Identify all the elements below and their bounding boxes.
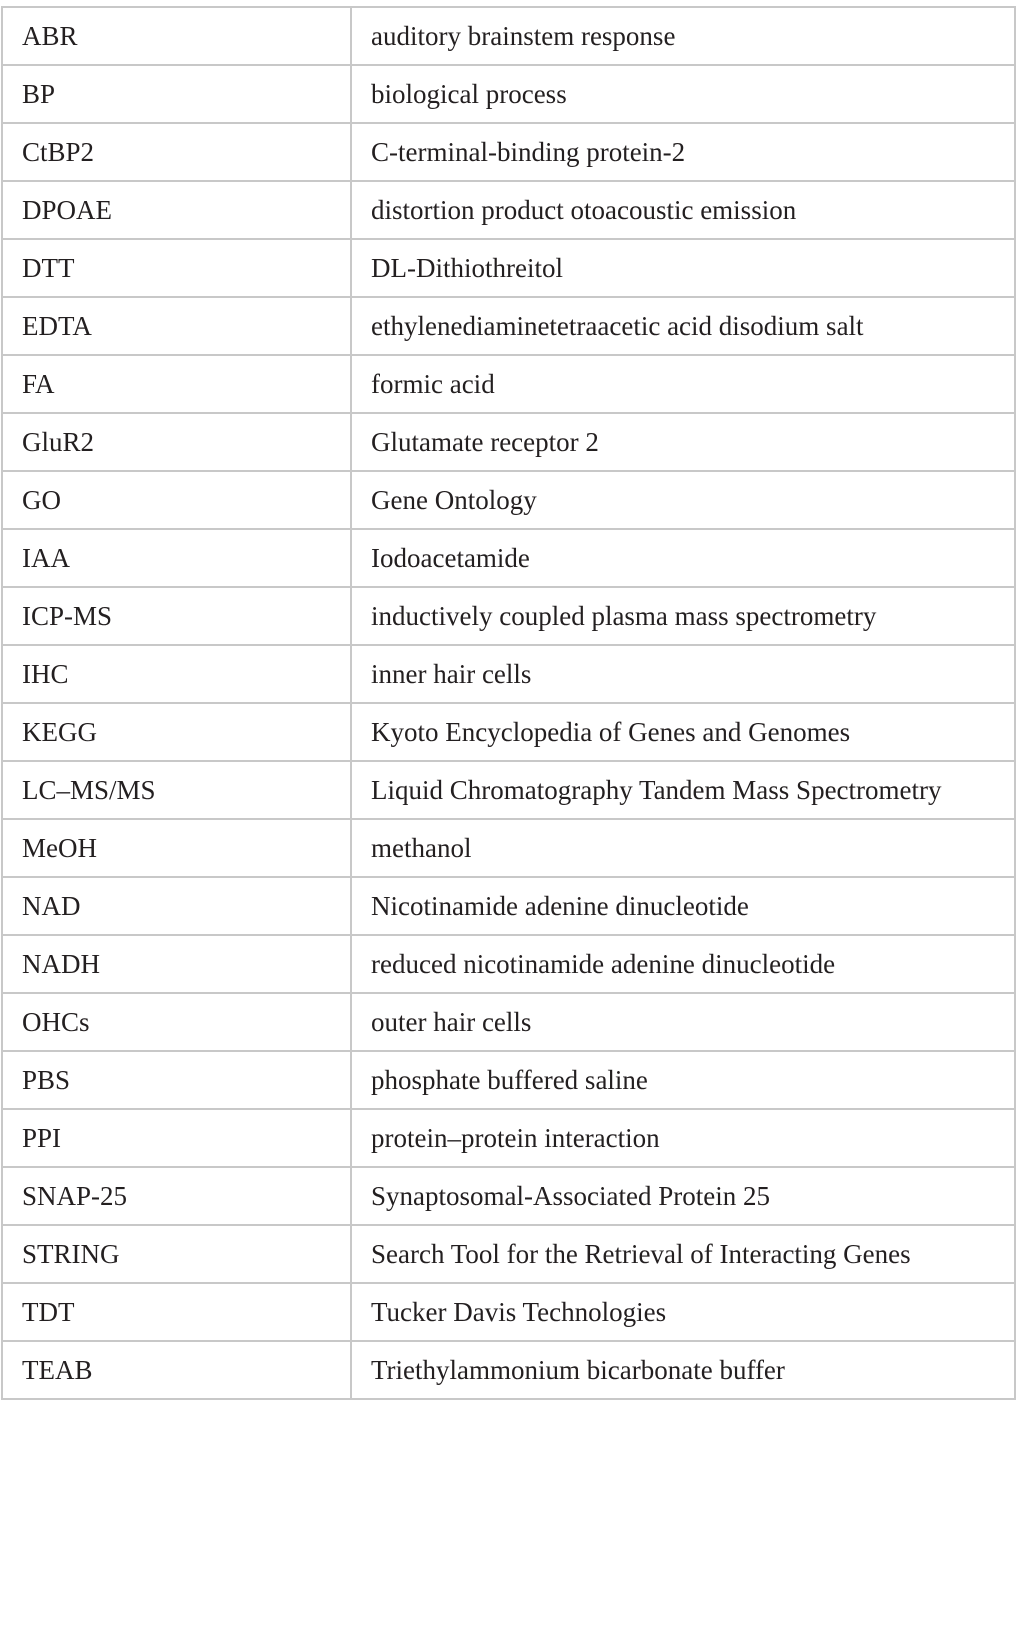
definition-cell: C-terminal-binding protein-2 xyxy=(351,123,1015,181)
table-row xyxy=(2,703,1015,761)
abbreviation-cell: ICP-MS xyxy=(2,587,351,645)
abbreviation-cell: FA xyxy=(2,355,351,413)
definition-cell: Glutamate receptor 2 xyxy=(351,413,1015,471)
table-row xyxy=(2,1283,1015,1341)
abbreviation-cell: TDT xyxy=(2,1283,351,1341)
table-row xyxy=(2,297,1015,355)
abbreviations-table-body xyxy=(2,7,1015,1399)
abbreviation-cell: DPOAE xyxy=(2,181,351,239)
abbreviation-cell: PBS xyxy=(2,1051,351,1109)
abbreviation-cell: NAD xyxy=(2,877,351,935)
definition-cell: outer hair cells xyxy=(351,993,1015,1051)
definition-cell: Search Tool for the Retrieval of Interacting Genes xyxy=(351,1225,1015,1283)
definition-cell: Gene Ontology xyxy=(351,471,1015,529)
table-row xyxy=(2,65,1015,123)
abbreviation-cell: CtBP2 xyxy=(2,123,351,181)
abbreviation-cell: KEGG xyxy=(2,703,351,761)
abbreviation-cell: GluR2 xyxy=(2,413,351,471)
abbreviation-cell: PPI xyxy=(2,1109,351,1167)
table-row xyxy=(2,935,1015,993)
abbreviation-cell: ABR xyxy=(2,7,351,65)
abbreviation-cell: STRING xyxy=(2,1225,351,1283)
table-row xyxy=(2,819,1015,877)
definition-cell: DL-Dithiothreitol xyxy=(351,239,1015,297)
table-row xyxy=(2,1341,1015,1399)
definition-cell: Nicotinamide adenine dinucleotide xyxy=(351,877,1015,935)
abbreviation-cell: SNAP-25 xyxy=(2,1167,351,1225)
table-row xyxy=(2,7,1015,65)
table-row xyxy=(2,355,1015,413)
definition-cell: inner hair cells xyxy=(351,645,1015,703)
abbreviations-table xyxy=(1,6,1016,1400)
abbreviation-cell: DTT xyxy=(2,239,351,297)
table-row xyxy=(2,123,1015,181)
table-row xyxy=(2,1167,1015,1225)
definition-cell: reduced nicotinamide adenine dinucleotide xyxy=(351,935,1015,993)
definition-cell: Liquid Chromatography Tandem Mass Spectrometry xyxy=(351,761,1015,819)
table-row xyxy=(2,877,1015,935)
definition-cell: Tucker Davis Technologies xyxy=(351,1283,1015,1341)
table-row xyxy=(2,1051,1015,1109)
definition-cell: Iodoacetamide xyxy=(351,529,1015,587)
definition-cell: formic acid xyxy=(351,355,1015,413)
definition-cell: auditory brainstem response xyxy=(351,7,1015,65)
table-row xyxy=(2,413,1015,471)
definition-cell: Synaptosomal-Associated Protein 25 xyxy=(351,1167,1015,1225)
abbreviation-cell: BP xyxy=(2,65,351,123)
definition-cell: phosphate buffered saline xyxy=(351,1051,1015,1109)
definition-cell: inductively coupled plasma mass spectrometry xyxy=(351,587,1015,645)
definition-cell: Kyoto Encyclopedia of Genes and Genomes xyxy=(351,703,1015,761)
abbreviation-cell: IHC xyxy=(2,645,351,703)
table-row xyxy=(2,645,1015,703)
table-row xyxy=(2,761,1015,819)
table-row xyxy=(2,1225,1015,1283)
table-row xyxy=(2,239,1015,297)
definition-cell: methanol xyxy=(351,819,1015,877)
table-row xyxy=(2,529,1015,587)
definition-cell: ethylenediaminetetraacetic acid disodium salt xyxy=(351,297,1015,355)
table-row xyxy=(2,1109,1015,1167)
definition-cell: biological process xyxy=(351,65,1015,123)
abbreviation-cell: EDTA xyxy=(2,297,351,355)
table-row xyxy=(2,471,1015,529)
abbreviation-cell: TEAB xyxy=(2,1341,351,1399)
table-row xyxy=(2,587,1015,645)
definition-cell: protein–protein interaction xyxy=(351,1109,1015,1167)
abbreviation-cell: OHCs xyxy=(2,993,351,1051)
table-row xyxy=(2,181,1015,239)
abbreviation-cell: IAA xyxy=(2,529,351,587)
abbreviation-cell: NADH xyxy=(2,935,351,993)
table-row xyxy=(2,993,1015,1051)
definition-cell: Triethylammonium bicarbonate buffer xyxy=(351,1341,1015,1399)
abbreviation-cell: GO xyxy=(2,471,351,529)
abbreviation-cell: MeOH xyxy=(2,819,351,877)
abbreviation-cell: LC–MS/MS xyxy=(2,761,351,819)
definition-cell: distortion product otoacoustic emission xyxy=(351,181,1015,239)
